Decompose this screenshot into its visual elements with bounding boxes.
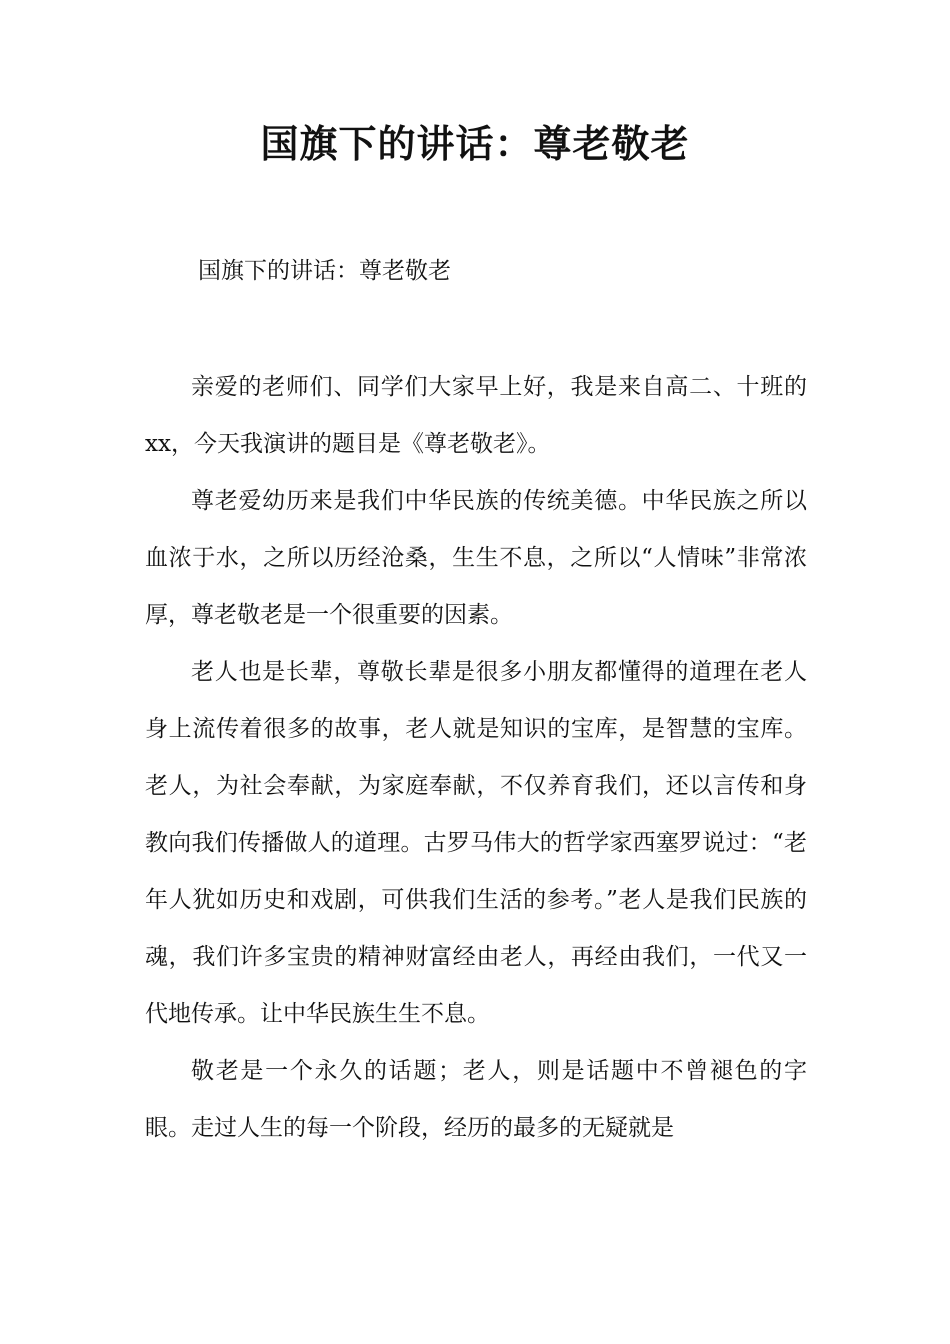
- paragraph-tradition: 尊老爱幼历来是我们中华民族的传统美德。中华民族之所以血浓于水，之所以历经沧桑，生生不息，之所以“人情味”非常浓厚，尊老敬老是一个很重要的因素。: [145, 488, 807, 628]
- paragraph-elders: 老人也是长辈，尊敬长辈是很多小朋友都懂得的道理在老人身上流传着很多的故事，老人就是知识的宝库，是智慧的宝库。老人，为社会奉献，为家庭奉献，不仅养育我们，还以言传和身教向我们传播做人的道理。古罗马伟大的哲学家西塞罗说过：“老年人犹如历史和戏剧，可供我们生活的参考。”老人是我们民族的魂，我们许多宝贵的精神财富经由老人，再经由我们，一代又一代地传承。让中华民族生生不息。: [145, 659, 807, 1027]
- document-subtitle: 国旗下的讲话：尊老敬老: [198, 258, 451, 284]
- document-body: [145, 359, 807, 1157]
- page-title: 国旗下的讲话：尊老敬老: [260, 121, 690, 166]
- paragraph-respect: 敬老是一个永久的话题；老人，则是话题中不曾褪色的字眼。走过人生的每一个阶段，经历的最多的无疑就是: [145, 1058, 807, 1141]
- paragraph-greeting: 亲爱的老师们、同学们大家早上好，我是来自高二、十班的xx，今天我演讲的题目是《尊老敬老》。: [145, 374, 807, 457]
